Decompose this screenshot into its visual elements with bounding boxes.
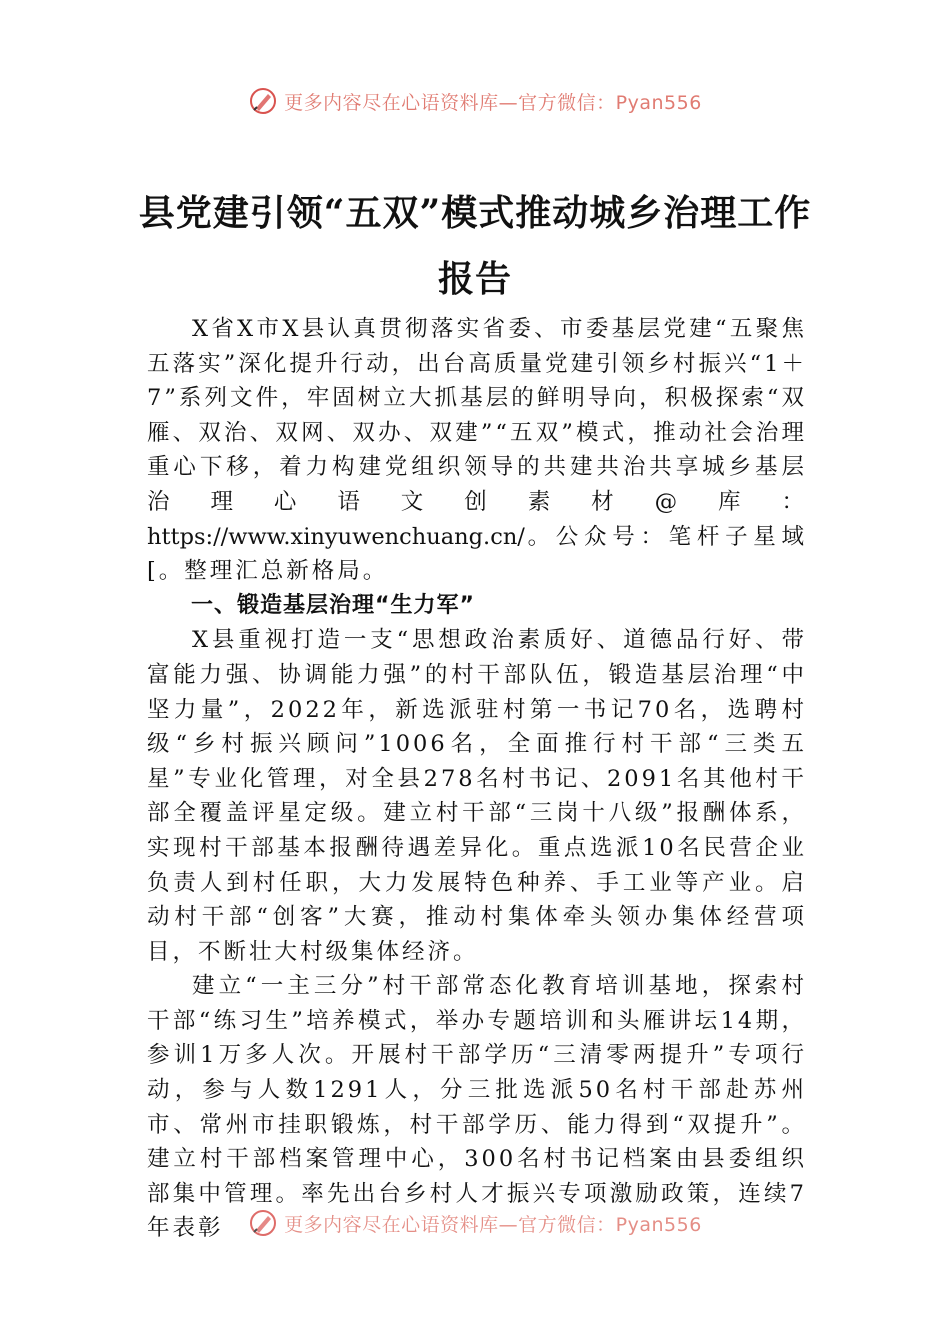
document-title: 县党建引领“五双”模式推动城乡治理工作报告	[138, 192, 812, 300]
document-body	[147, 312, 807, 1246]
section1-paragraph-2: 建立“一主三分”村干部常态化教育培训基地，探索村干部“练习生”培养模式，举办专题培训和头雁讲坛14期，参训1万多人次。开展村干部学历“三清零两提升”专项行动，参与人数1291人，分三批选派50名村干部赴苏州市、常州市挂职锻炼，村干部学历、能力得到“双提升”。建立村干部档案管理中心，300名村书记档案由县委组织部集中管理。率先出台乡村人才振兴专项激励政策，连续7年表彰	[147, 973, 807, 1242]
intro-text-tail: 。公众号：笔杆子星域[。整理汇总新格局。	[147, 523, 807, 585]
pen-logo-icon	[248, 86, 278, 116]
watermark-text: 更多内容尽在心语资料库—官方微信：Pyan556	[284, 91, 702, 114]
section1-paragraph-1: X县重视打造一支“思想政治素质好、道德品行好、带富能力强、协调能力强”的村干部队伍，锻造基层治理“中坚力量”，2022年，新选派驻村第一书记70名，选聘村级“乡村振兴顾问”1006名，全面推行村干部“三类五星”专业化管理，对全县278名村书记、2091名其他村干部全覆盖评星定级。建立村干部“三岗十八级”报酬体系，实现村干部基本报酬待遇差异化。重点选派10名民营企业负责人到村任职，大力发展特色种养、手工业等产业。启动村干部“创客”大赛，推动村集体牵头领办集体经营项目，不断壮大村级集体经济。	[147, 627, 807, 965]
intro-paragraph	[147, 312, 807, 589]
watermark-footer	[0, 1208, 950, 1238]
source-url: https://www.xinyuwenchuang.cn/	[147, 523, 525, 550]
pen-logo-icon	[248, 1208, 278, 1238]
watermark-header	[0, 86, 950, 116]
section-heading-1: 一、锻造基层治理“生力军”	[191, 592, 475, 618]
intro-text: X省X市X县认真贯彻落实省委、市委基层党建“五聚焦五落实”深化提升行动，出台高质量党建引领乡村振兴“1＋7”系列文件，牢固树立大抓基层的鲜明导向，积极探索“双雁、双治、双网、双办、双建”“五双”模式，推动社会治理重心下移，着力构建党组织领导的共建共治共享城乡基层治理心语文创素材@库：	[147, 316, 807, 515]
watermark-text: 更多内容尽在心语资料库—官方微信：Pyan556	[284, 1213, 702, 1236]
